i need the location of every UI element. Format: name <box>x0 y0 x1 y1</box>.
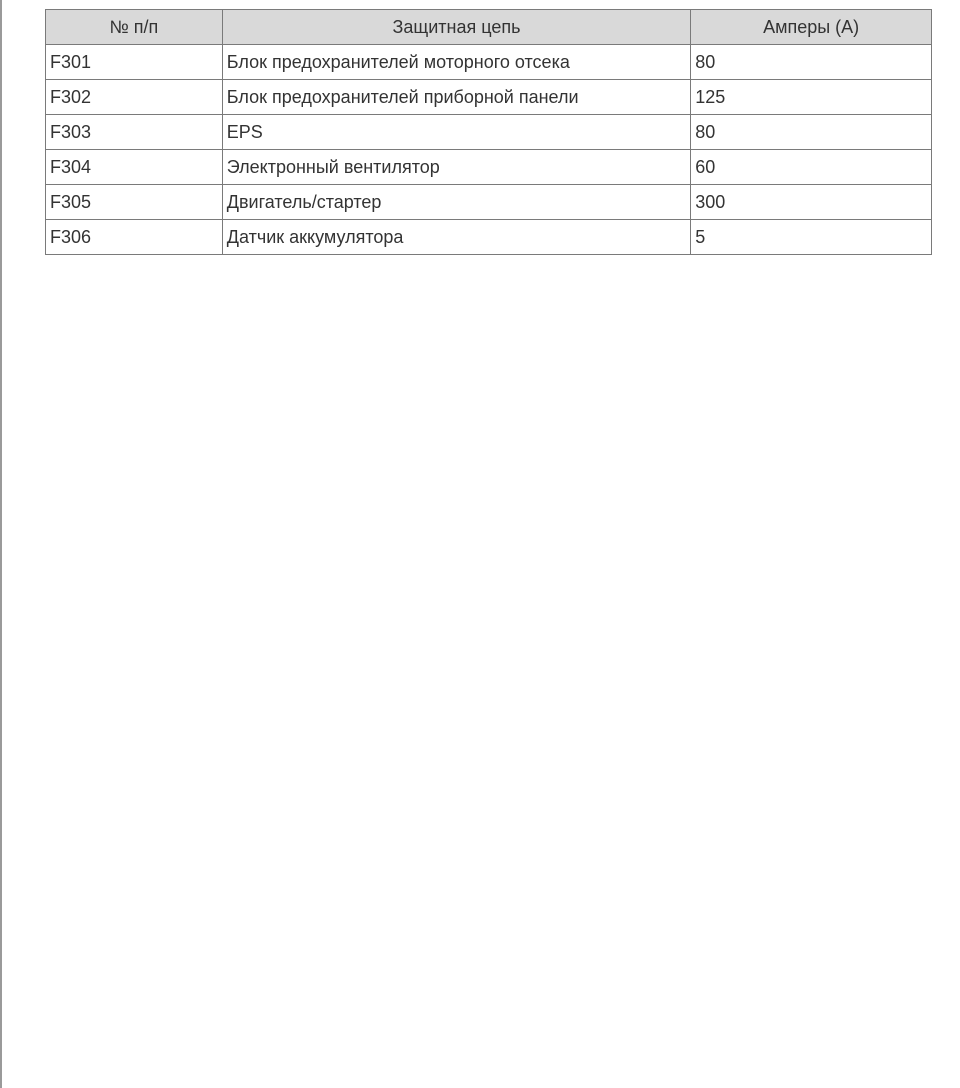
amperes-cell: 80 <box>691 115 932 150</box>
fuse-id-cell: F306 <box>46 220 223 255</box>
fuse-table <box>45 9 932 255</box>
page-edge <box>0 0 2 1088</box>
fuse-id-cell: F301 <box>46 45 223 80</box>
circuit-cell: Электронный вентилятор <box>222 150 690 185</box>
header-amperes: Амперы (А) <box>691 10 932 45</box>
amperes-cell: 300 <box>691 185 932 220</box>
circuit-cell: Блок предохранителей приборной панели <box>222 80 690 115</box>
amperes-cell: 60 <box>691 150 932 185</box>
header-circuit: Защитная цепь <box>222 10 690 45</box>
table-row <box>46 45 932 80</box>
fuse-id-cell: F302 <box>46 80 223 115</box>
circuit-cell: EPS <box>222 115 690 150</box>
fuse-id-cell: F303 <box>46 115 223 150</box>
circuit-cell: Датчик аккумулятора <box>222 220 690 255</box>
table-row <box>46 220 932 255</box>
circuit-cell: Двигатель/стартер <box>222 185 690 220</box>
header-number: № п/п <box>46 10 223 45</box>
amperes-cell: 5 <box>691 220 932 255</box>
fuse-id-cell: F305 <box>46 185 223 220</box>
circuit-cell: Блок предохранителей моторного отсека <box>222 45 690 80</box>
table-row <box>46 80 932 115</box>
header-row <box>46 10 932 45</box>
fuse-id-cell: F304 <box>46 150 223 185</box>
amperes-cell: 80 <box>691 45 932 80</box>
table-row <box>46 185 932 220</box>
table-row <box>46 115 932 150</box>
table-row <box>46 150 932 185</box>
amperes-cell: 125 <box>691 80 932 115</box>
